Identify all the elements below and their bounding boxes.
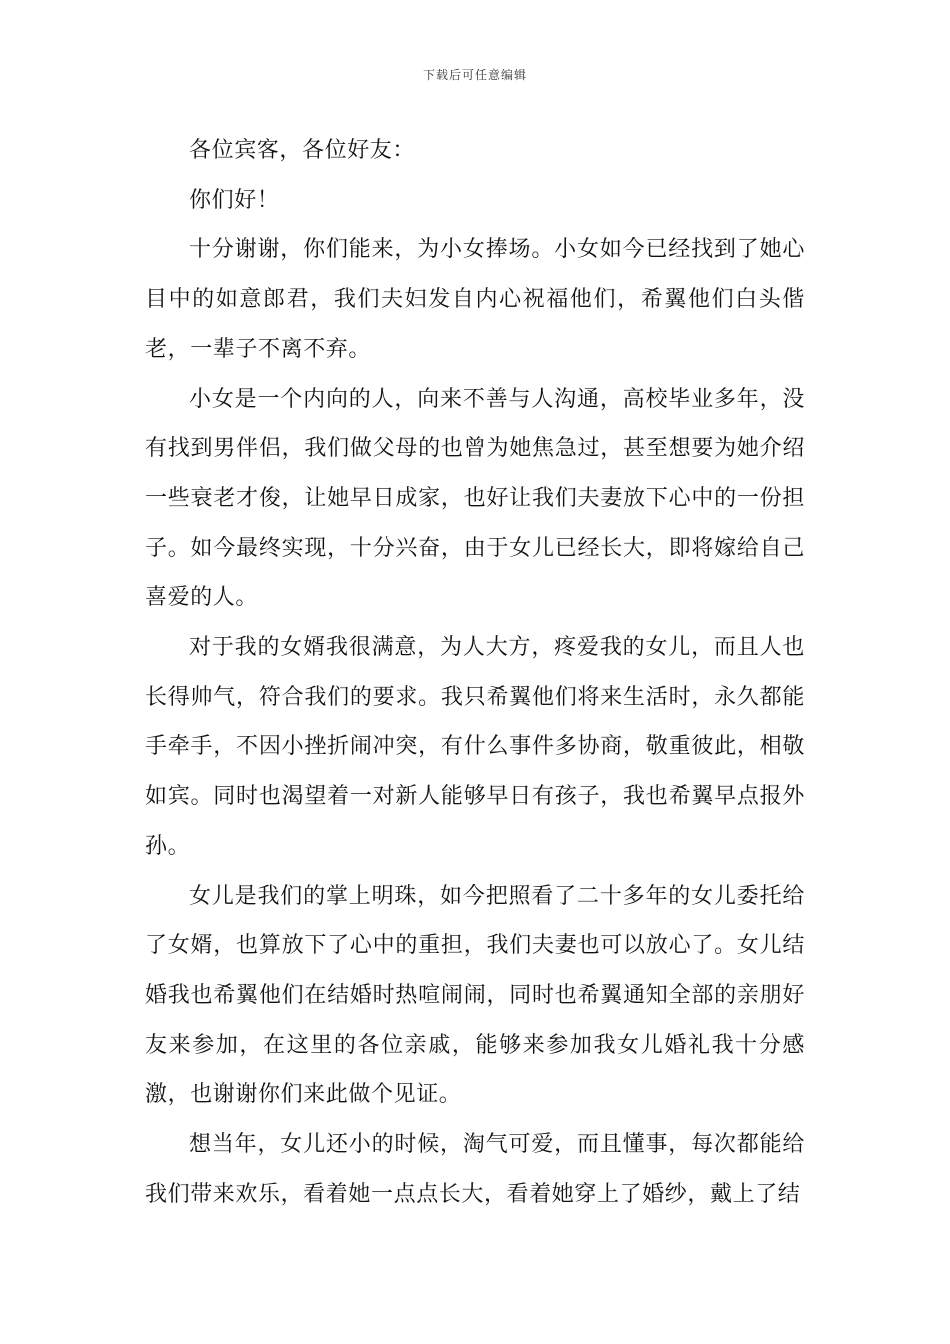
page-header: 下载后可任意编辑 xyxy=(422,68,527,82)
document-body xyxy=(145,126,805,1219)
paragraph-son-in-law: 对于我的女婿我很满意，为人大方，疼爱我的女儿，而且人也长得帅气，符合我们的要求。我只希翼他们将来生活时，永久都能手牵手，不因小挫折闹冲突，有什么事件多协商，敬重彼此，相敬如宾。同时也渴望着一对新人能够早日有孩子，我也希翼早点报外孙。 xyxy=(145,635,805,859)
paragraph-daughter-intro: 小女是一个内向的人，向来不善与人沟通，高校毕业多年，没有找到男伴侣，我们做父母的也曾为她焦急过，甚至想要为她介绍一些衰老才俊，让她早日成家，也好让我们夫妻放下心中的一份担子。如今最终实现，十分兴奋，由于女儿已经长大，即将嫁给自己喜爱的人。 xyxy=(145,386,805,611)
paragraph-thanks: 十分谢谢，你们能来，为小女捧场。小女如今已经找到了她心目中的如意郎君，我们夫妇发自内心祝福他们，希翼他们白头偕老，一辈子不离不弃。 xyxy=(145,237,805,362)
paragraph-entrust: 女儿是我们的掌上明珠，如今把照看了二十多年的女儿委托给了女婿，也算放下了心中的重担，我们夫妻也可以放心了。女儿结婚我也希翼他们在结婚时热喧闹闹，同时也希翼通知全部的亲朋好友来参加，在这里的各位亲戚，能够来参加我女儿婚礼我十分感激，也谢谢你们来此做个见证。 xyxy=(145,883,805,1108)
paragraph-memories: 想当年，女儿还小的时候，淘气可爱，而且懂事，每次都能给我们带来欢乐，看着她一点点长大，看着她穿上了婚纱，戴上了结 xyxy=(145,1132,805,1207)
paragraph-hello: 你们好！ xyxy=(189,187,280,213)
paragraph-greeting: 各位宾客，各位好友： xyxy=(189,138,416,163)
